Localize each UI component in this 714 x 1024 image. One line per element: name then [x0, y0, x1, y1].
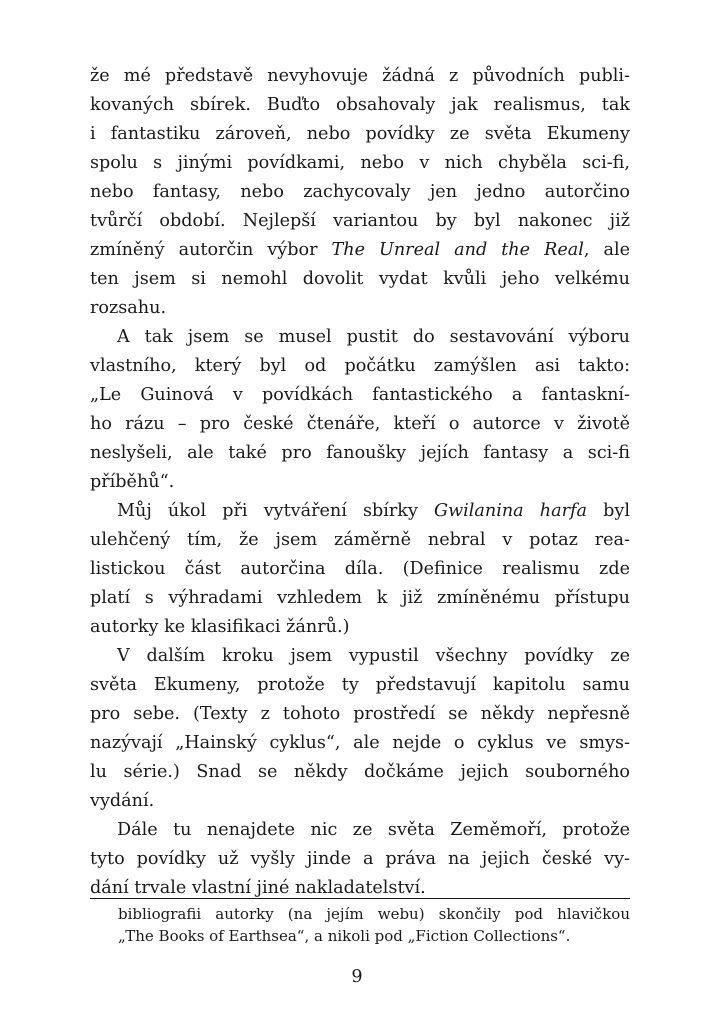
book-title: Gwilanina harfa	[434, 501, 588, 521]
text-run: Můj úkol při vytváření sbírky	[117, 501, 435, 521]
footnote-line: bibliografii autorky (na jejím webu) skončily pod hlavičkou	[118, 905, 630, 923]
text-line: A tak jsem se musel pustit do sestavování výboru	[117, 327, 630, 347]
text-run: , ale	[583, 240, 630, 260]
text-line: Dále tu nenajdete nic ze světa Zeměmoří, protože	[117, 820, 630, 840]
paragraph	[90, 62, 630, 323]
paragraph	[90, 642, 630, 816]
text-line: že mé představě nevyhovuje žádná z původních publi-	[90, 66, 630, 86]
text-line: tyto povídky už vyšly jinde a práva na jejich české vy-	[90, 849, 630, 869]
text-line: vlastního, který byl od počátku zamýšlen asi takto:	[90, 356, 630, 376]
text-line: V dalším kroku jsem vypustil všechny povídky ze	[117, 646, 630, 666]
text-line: neslyšeli, ale také pro fanoušky jejích fantasy a sci-fi	[90, 443, 630, 463]
text-line: nazývají „Hainský cyklus“, ale nejde o cyklus ve smys-	[90, 733, 630, 753]
footnote-separator	[90, 898, 630, 899]
text-line: platí s výhradami vzhledem k již zmíněnému přístupu	[90, 588, 630, 608]
body-text	[90, 62, 630, 903]
text-line: dání trvale vlastní jiné nakladatelství.	[90, 878, 426, 898]
page-number: 9	[351, 967, 363, 987]
text-line: tvůrčí období. Nejlepší variantou by byl nakonec již	[90, 211, 630, 231]
text-run: byl	[587, 501, 630, 521]
paragraph	[90, 816, 630, 903]
text-line	[90, 497, 630, 526]
text-line: i fantastiku zároveň, nebo povídky ze světa Ekumeny	[90, 124, 630, 144]
text-line: ten jsem si nemohl dovolit vydat kvůli jeho velkému	[90, 269, 630, 289]
text-line: ho rázu – pro české čtenáře, kteří o autorce v životě	[90, 414, 630, 434]
text-line: autorky ke klasifikaci žánrů.)	[90, 617, 350, 637]
text-line: světa Ekumeny, protože ty představují kapitolu samu	[90, 675, 630, 695]
text-line	[90, 236, 630, 265]
text-line: příběhů“.	[90, 472, 175, 492]
text-line: kovaných sbírek. Buďto obsahovaly jak realismus, tak	[90, 95, 630, 115]
footnote-line: „The Books of Earthsea“, a nikoli pod „Fiction Collections“.	[118, 927, 571, 945]
text-line: nebo fantasy, nebo zachycovaly jen jedno autorčino	[90, 182, 630, 202]
text-line: ulehčený tím, že jsem záměrně nebral v potaz rea-	[90, 530, 630, 550]
paragraph	[90, 323, 630, 497]
footnote	[118, 903, 630, 947]
text-line: rozsahu.	[90, 298, 167, 318]
book-title: The Unreal and the Real	[331, 240, 584, 260]
text-line: lu série.) Snad se někdy dočkáme jejich souborného	[90, 762, 630, 782]
paragraph	[90, 497, 630, 642]
text-line: pro sebe. (Texty z tohoto prostředí se někdy nepřesně	[90, 704, 630, 724]
text-run: zmíněný autorčin výbor	[90, 240, 332, 260]
text-line: „Le Guinová v povídkách fantastického a fantaskní-	[90, 385, 630, 405]
text-line: spolu s jinými povídkami, nebo v nich chyběla sci-fi,	[90, 153, 630, 173]
text-line: listickou část autorčina díla. (Definice realismu zde	[90, 559, 630, 579]
text-line: vydání.	[90, 791, 155, 811]
